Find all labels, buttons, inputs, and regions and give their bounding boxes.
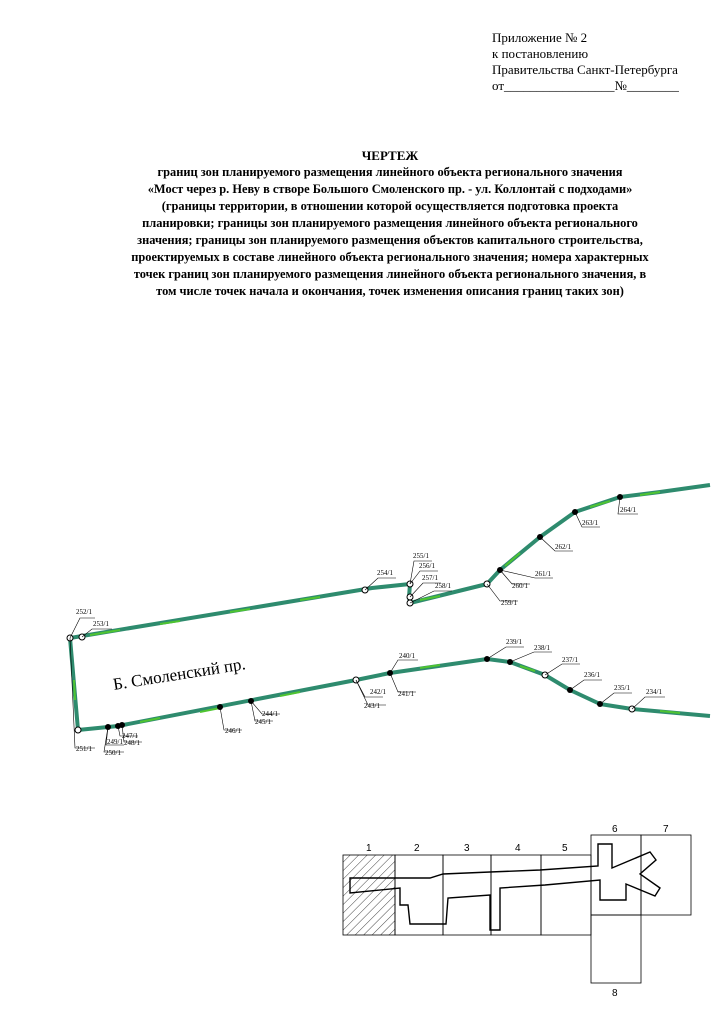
title-line: «Мост через р. Неву в створе Большого Смоленского пр. - ул. Коллонтай с подходами» (147, 182, 633, 196)
title-heading: ЧЕРТЕЖ (361, 148, 419, 163)
sheet-4-cell (491, 855, 541, 935)
sheet-8-cell (591, 915, 641, 983)
sheet-7-cell (641, 835, 691, 915)
sheet-number: 1 (366, 843, 372, 854)
sheet-number: 7 (663, 824, 669, 835)
point-label: 256/1 (419, 562, 435, 570)
title-line: значения; границы зон планируемого размещения объектов капитального строительства, (137, 233, 643, 247)
sheet-number: 2 (414, 843, 420, 854)
point-marker (75, 727, 81, 733)
point-label: 261/1 (535, 570, 551, 578)
point-label: 262/1 (555, 543, 571, 551)
appendix-authority: Правительства Санкт-Петербурга (492, 62, 678, 77)
point-label: 235/1 (614, 684, 630, 692)
sheet-number: 8 (612, 988, 618, 999)
title-line: (границы территории, в отношении которой осуществляется подготовка проекта (161, 199, 619, 213)
sheet-1-cell (343, 855, 395, 935)
point-label: 255/1 (413, 552, 429, 560)
appendix-number: Приложение № 2 (492, 30, 588, 45)
sheet-number: 5 (562, 843, 568, 854)
point-label: 258/1 (435, 582, 451, 590)
point-label: 251/1 (76, 745, 92, 753)
point-label: 263/1 (582, 519, 598, 527)
point-label: 249/1 (107, 738, 123, 746)
street-name-label: Б. Смоленский пр. (111, 654, 247, 694)
point-label: 246/1 (225, 727, 241, 735)
key-map-zone-outline (350, 844, 660, 930)
point-label: 247/1 (122, 732, 138, 740)
title-line: том числе точек начала и окончания, точек изменения описания границ таких зон) (156, 284, 624, 298)
point-label: 259/1 (501, 599, 517, 607)
point-label: 257/1 (422, 574, 438, 582)
point-label: 264/1 (620, 506, 636, 514)
boundary-top-line (70, 485, 710, 638)
title-line: планировки; границы зон планируемого размещения линейного объекта регионального (142, 216, 638, 230)
point-label: 234/1 (646, 688, 662, 696)
point-label: 236/1 (584, 671, 600, 679)
point-label: 239/1 (506, 638, 522, 646)
point-label: 245/1 (255, 718, 271, 726)
point-label: 242/1 (370, 688, 386, 696)
appendix-date-number: от_________________№________ (492, 78, 679, 93)
point-label: 250/1 (105, 749, 121, 757)
point-label: 237/1 (562, 656, 578, 664)
point-label: 241/1 (398, 690, 414, 698)
point-label: 248/1 (124, 739, 140, 747)
sheet-number: 4 (515, 843, 521, 854)
point-label: 238/1 (534, 644, 550, 652)
sheet-number: 3 (464, 843, 470, 854)
title-line: точек границ зон планируемого размещения линейного объекта регионального значения, в (133, 267, 647, 281)
point-label: 240/1 (399, 652, 415, 660)
appendix-ref: к постановлению (492, 46, 589, 61)
point-marker (572, 509, 578, 515)
point-label: 253/1 (93, 620, 109, 628)
sheet-number: 6 (612, 824, 618, 835)
point-label: 252/1 (76, 608, 92, 616)
point-label: 260/1 (512, 582, 528, 590)
point-labels (76, 506, 662, 757)
sheet-key-map (343, 824, 691, 999)
point-label: 254/1 (377, 569, 393, 577)
point-label: 243/1 (364, 702, 380, 710)
point-label: 244/1 (262, 710, 278, 718)
title-line: границ зон планируемого размещения линейного объекта регионального значения (157, 165, 623, 179)
title-line: проектируемых в составе линейного объекта регионального значения; номера характерных (131, 250, 649, 264)
sheet-2-cell (395, 855, 443, 935)
